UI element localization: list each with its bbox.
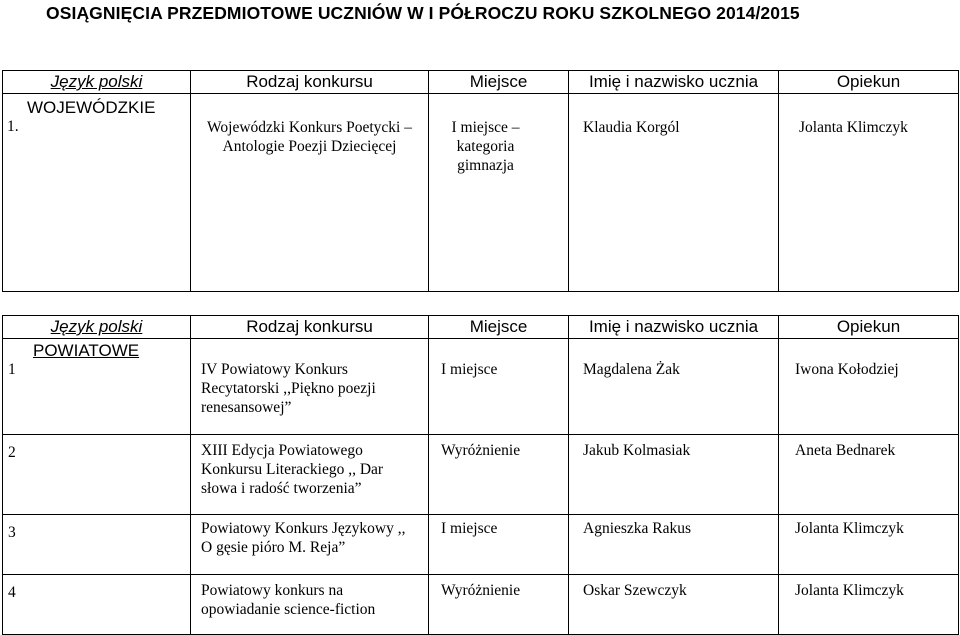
level-cell — [3, 94, 191, 292]
table-row — [3, 435, 959, 515]
contest-cell — [191, 435, 429, 515]
place-value: Wyróżnienie — [441, 582, 521, 599]
place-value: I miejsce – kategoria gimnazja — [451, 119, 520, 174]
header-row — [3, 71, 959, 94]
header-student: Imię i nazwisko ucznia — [569, 71, 779, 94]
place-cell — [429, 435, 569, 515]
page-title: OSIĄGNIĘCIA PRZEDMIOTOWE UCZNIÓW W I PÓŁROCZU ROKU SZKOLNEGO 2014/2015 — [46, 3, 800, 23]
student-name: Agnieszka Rakus — [583, 520, 692, 537]
table-row — [3, 94, 959, 292]
tutor-cell — [779, 515, 959, 575]
header-tutor: Opiekun — [779, 71, 959, 94]
header-subject: Język polski — [3, 316, 191, 339]
level-label: POWIATOWE — [33, 341, 140, 360]
header-contest: Rodzaj konkursu — [191, 316, 429, 339]
level-cell — [3, 515, 191, 575]
header-place: Miejsce — [429, 316, 569, 339]
place-cell — [429, 339, 569, 435]
student-cell — [569, 575, 779, 635]
table-row — [3, 515, 959, 575]
contest-cell — [191, 515, 429, 575]
student-cell — [569, 94, 779, 292]
contest-name: Wojewódzki Konkurs Poetycki – Antologie Poezji Dziecięcej — [207, 119, 412, 155]
contest-name: XIII Edycja Powiatowego Konkursu Literackiego ,, Dar słowa i radość tworzenia” — [201, 442, 384, 497]
level-cell — [3, 575, 191, 635]
header-tutor: Opiekun — [779, 316, 959, 339]
header-contest: Rodzaj konkursu — [191, 71, 429, 94]
place-value: Wyróżnienie — [441, 442, 521, 459]
tutor-cell — [779, 339, 959, 435]
table-row — [3, 339, 959, 435]
row-number: 1. — [7, 118, 19, 135]
place-value: I miejsce — [441, 361, 498, 378]
contest-cell — [191, 339, 429, 435]
row-number: 4 — [8, 584, 16, 601]
tutor-name: Jolanta Klimczyk — [799, 119, 908, 136]
tutor-cell — [779, 575, 959, 635]
contest-cell — [191, 575, 429, 635]
place-value: I miejsce — [441, 520, 498, 537]
header-student: Imię i nazwisko ucznia — [569, 316, 779, 339]
student-name: Jakub Kolmasiak — [583, 442, 691, 459]
tutor-name: Jolanta Klimczyk — [795, 520, 904, 537]
tutor-cell — [779, 94, 959, 292]
header-subject: Język polski — [3, 71, 191, 94]
place-cell — [429, 94, 569, 292]
contest-name: Powiatowy Konkurs Językowy ,, O gęsie pióro M. Reja” — [201, 520, 406, 556]
tutor-name: Iwona Kołodziej — [795, 361, 899, 378]
student-cell — [569, 339, 779, 435]
table-row — [3, 575, 959, 635]
tutor-name: Aneta Bednarek — [795, 442, 896, 459]
contest-name: Powiatowy konkurs na opowiadanie science-fiction — [201, 582, 376, 618]
student-cell — [569, 515, 779, 575]
student-name: Oskar Szewczyk — [583, 582, 687, 599]
tutor-cell — [779, 435, 959, 515]
tutor-name: Jolanta Klimczyk — [795, 582, 904, 599]
header-row — [3, 316, 959, 339]
level-cell — [3, 435, 191, 515]
place-cell — [429, 575, 569, 635]
row-number: 2 — [8, 444, 16, 461]
header-place: Miejsce — [429, 71, 569, 94]
level-label: WOJEWÓDZKIE — [27, 98, 156, 117]
contest-name: IV Powiatowy Konkurs Recytatorski ,,Piękno poezji renesansowej” — [201, 361, 376, 416]
voivodeship-table — [2, 70, 959, 292]
place-cell — [429, 515, 569, 575]
row-number: 1 — [8, 361, 16, 378]
level-cell — [3, 339, 191, 435]
student-cell — [569, 435, 779, 515]
student-name: Magdalena Żak — [583, 361, 680, 378]
student-name: Klaudia Korgól — [583, 119, 680, 136]
district-table — [2, 315, 959, 635]
row-number: 3 — [8, 524, 16, 541]
contest-cell — [191, 94, 429, 292]
